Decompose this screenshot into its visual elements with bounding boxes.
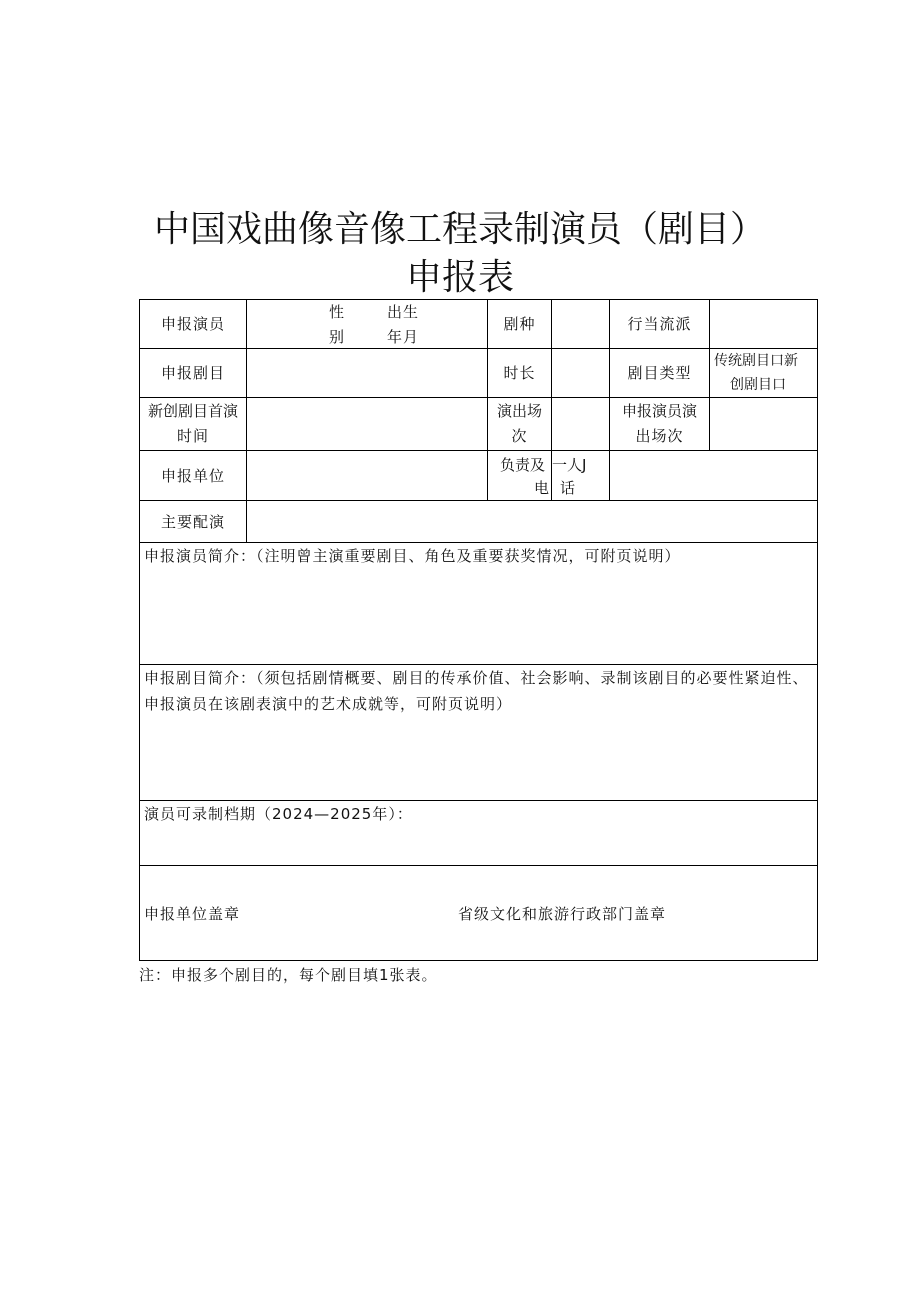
role-input[interactable] bbox=[710, 300, 817, 348]
role-label: 行当流派 bbox=[627, 315, 692, 333]
premiere-input[interactable] bbox=[247, 398, 487, 450]
form-title-line2: 申报表 bbox=[405, 257, 514, 298]
support-input[interactable] bbox=[247, 501, 817, 542]
unit-seal-label: 申报单位盖章 bbox=[144, 905, 241, 923]
contact-label-part3: 一人J bbox=[552, 456, 587, 474]
play-input[interactable] bbox=[247, 349, 487, 397]
unit-label: 申报单位 bbox=[160, 466, 225, 485]
contact-label-part4: 话 bbox=[560, 479, 577, 497]
gender-label-top: 性 bbox=[329, 303, 346, 321]
footnote: 注：申报多个剧目的，每个剧目填1张表。 bbox=[139, 966, 438, 984]
birth-label-top: 出生 bbox=[387, 303, 420, 321]
play-label: 申报剧目 bbox=[160, 364, 225, 382]
actor-shows-label: 申报演员演 出场次 bbox=[621, 402, 697, 445]
duration-label: 时长 bbox=[503, 364, 536, 382]
seal-section bbox=[140, 866, 817, 960]
play-intro-label: 申报剧目简介：（须包括剧情概要、剧目的传承价值、社会影响、录制该剧目的必要性紧迫性、申报演员在该剧表演中的艺术成就等，可附页说明） bbox=[144, 669, 809, 713]
application-form-table bbox=[139, 299, 818, 961]
contact-input[interactable] bbox=[610, 451, 817, 500]
dept-seal-label: 省级文化和旅游行政部门盖章 bbox=[458, 905, 667, 923]
type-label: 剧目类型 bbox=[627, 364, 692, 382]
shows-label: 演出场 次 bbox=[496, 402, 542, 445]
schedule-label: 演员可录制档期（2024—2025年）： bbox=[144, 805, 413, 823]
actor-intro-label: 申报演员简介：（注明曾主演重要剧目、角色及重要获奖情况，可附页说明） bbox=[144, 547, 681, 565]
birth-label-bottom: 年月 bbox=[387, 328, 420, 346]
unit-input[interactable] bbox=[247, 451, 487, 500]
type-option-line2: 创剧目口 bbox=[730, 377, 786, 393]
contact-label bbox=[488, 451, 609, 500]
type-option-line1: 传统剧目口新 bbox=[714, 353, 798, 369]
schedule-section[interactable] bbox=[140, 801, 817, 865]
gender-label-bottom: 别 bbox=[329, 328, 346, 346]
actor-input[interactable] bbox=[247, 300, 487, 348]
genre-input[interactable] bbox=[552, 300, 609, 348]
contact-label-part2: 电 bbox=[534, 479, 551, 497]
actor-shows-input[interactable] bbox=[710, 398, 817, 450]
play-intro-section[interactable] bbox=[140, 665, 817, 800]
duration-input[interactable] bbox=[552, 349, 609, 397]
type-options[interactable] bbox=[710, 349, 817, 397]
genre-label: 剧种 bbox=[503, 315, 536, 333]
actor-label: 申报演员 bbox=[160, 315, 225, 333]
actor-intro-section[interactable] bbox=[140, 543, 817, 664]
form-title-line1: 中国戏曲像音像工程录制演员（剧目） bbox=[153, 209, 766, 250]
support-label: 主要配演 bbox=[160, 512, 225, 531]
shows-input[interactable] bbox=[552, 398, 609, 450]
premiere-label: 新创剧目首演 时间 bbox=[147, 402, 238, 445]
contact-label-part1: 负责及 bbox=[500, 456, 546, 474]
